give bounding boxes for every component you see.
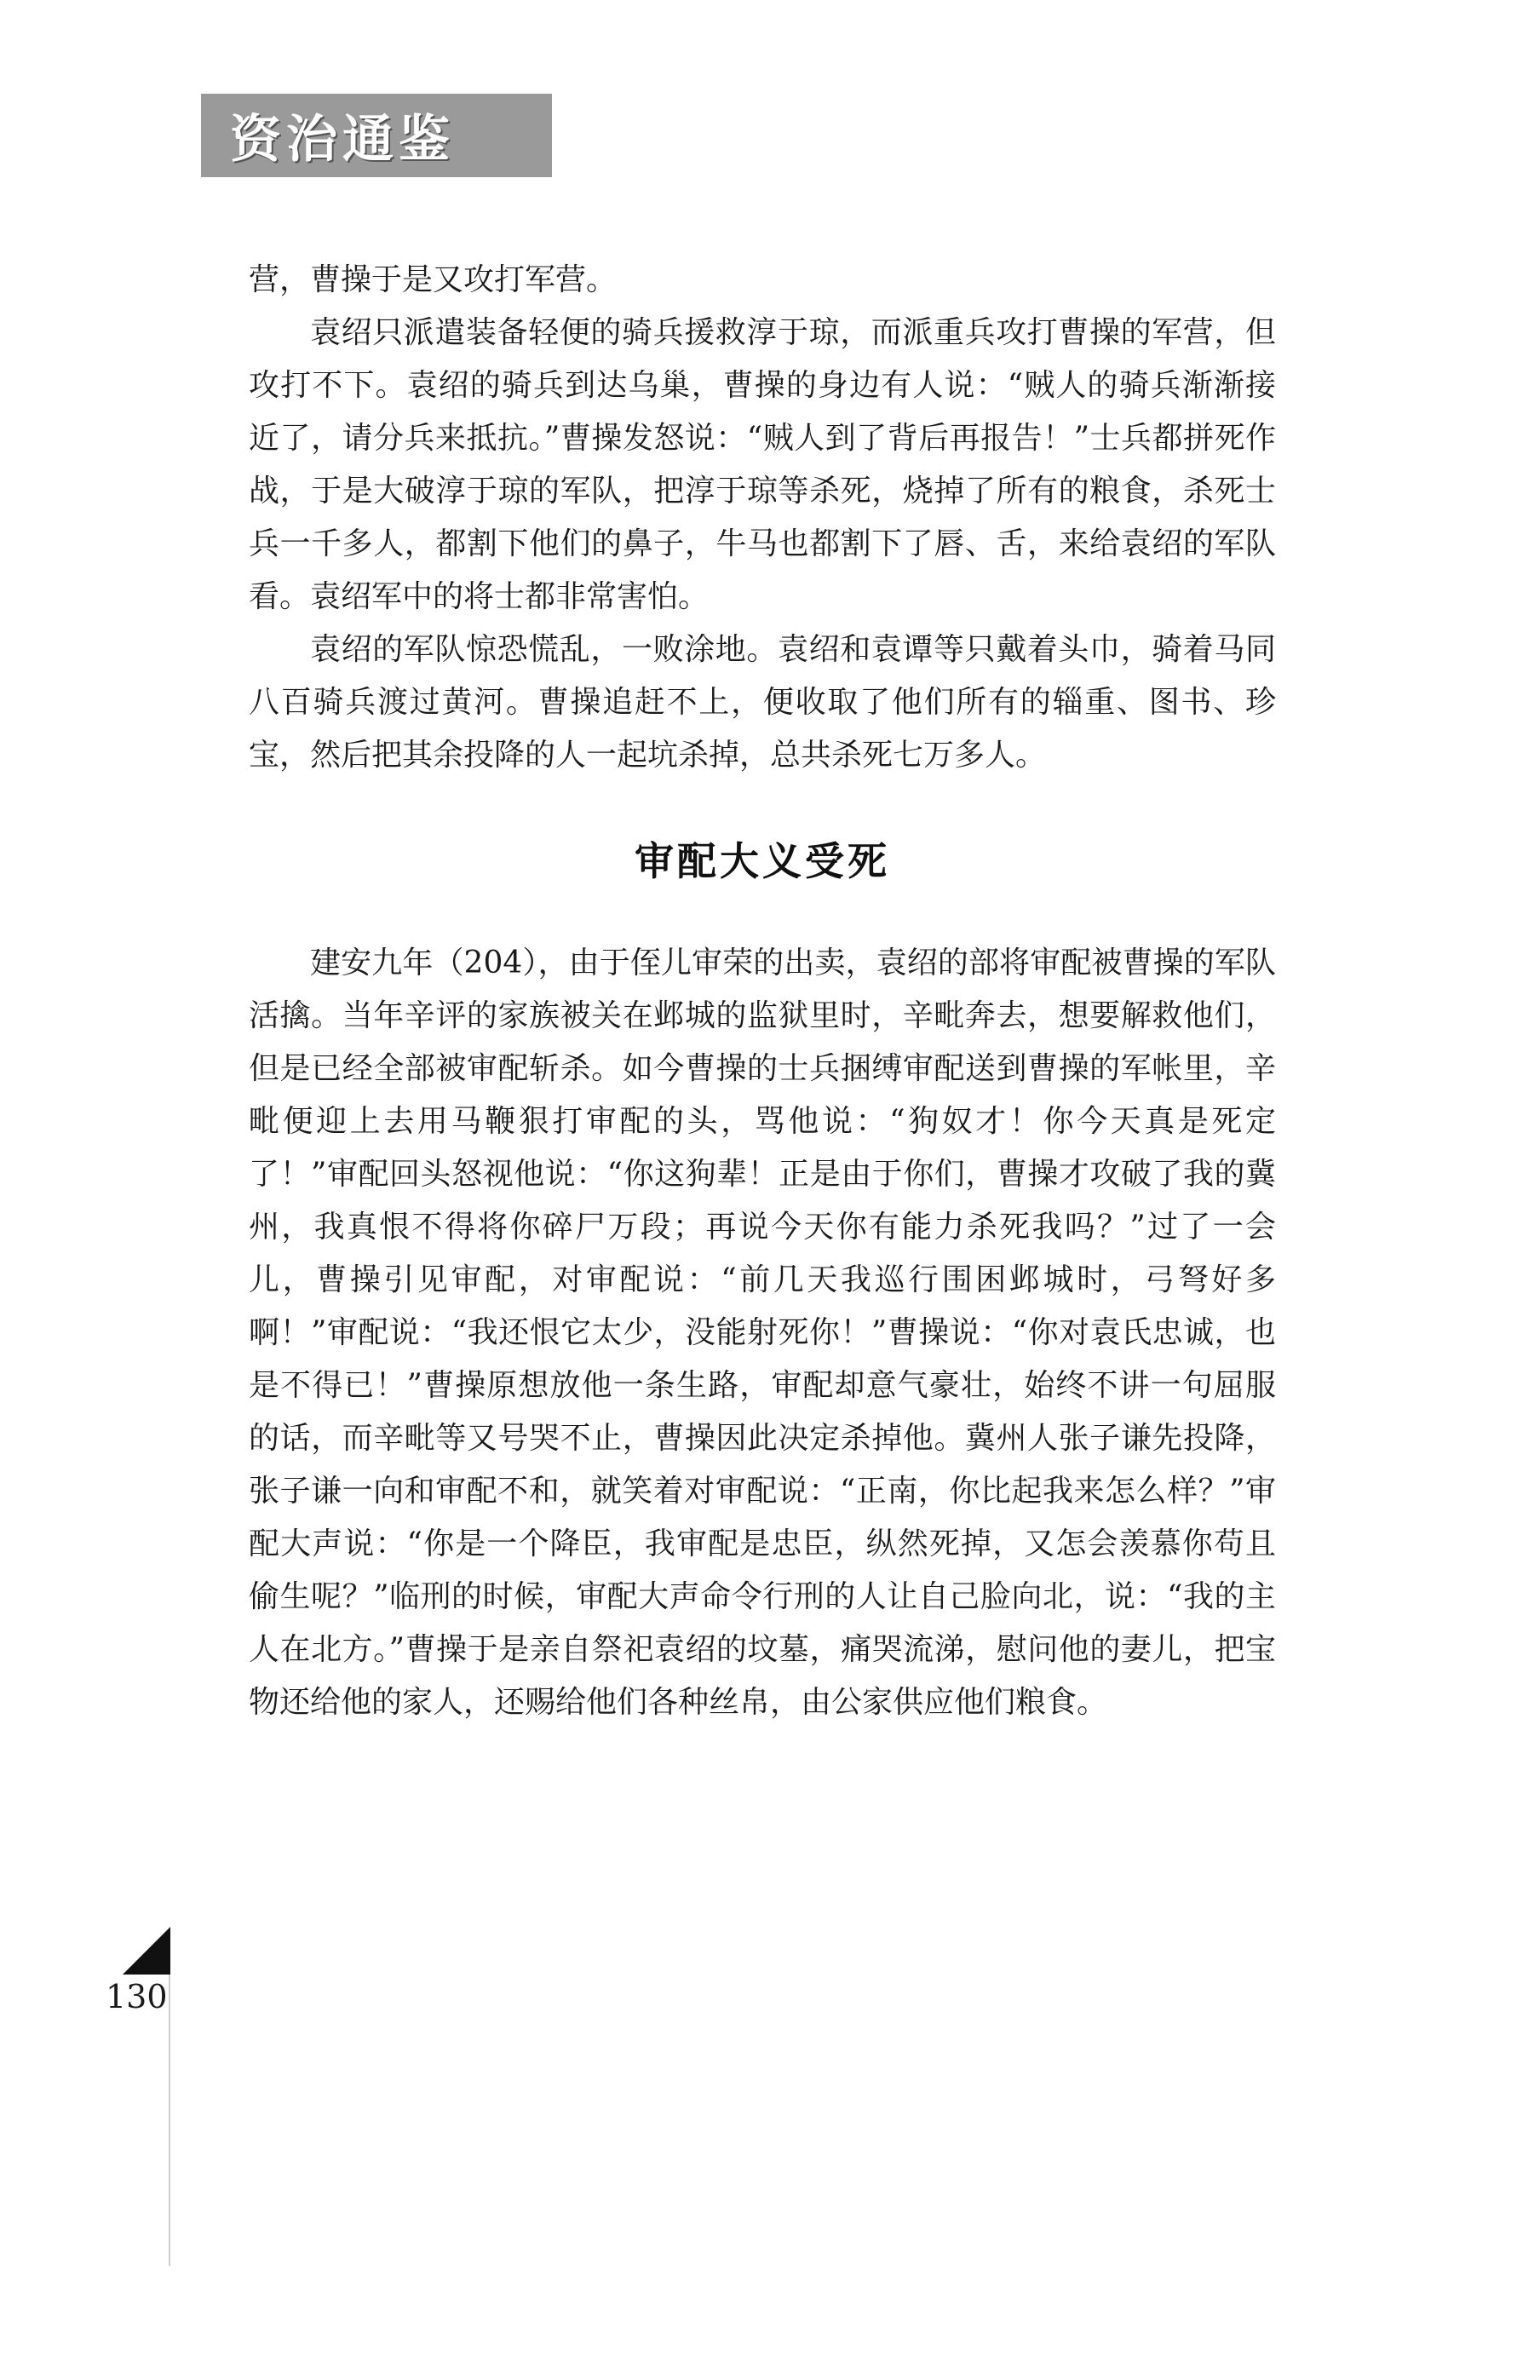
page-number: 130: [106, 1978, 168, 2015]
page-body: [249, 254, 1276, 1729]
paragraph-wuchao-battle: 袁绍只派遣装备轻便的骑兵援救淳于琼，而派重兵攻打曹操的军营，但攻打不下。袁绍的骑兵到达乌巢，曹操的身边有人说：“贼人的骑兵渐渐接近了，请分兵来抵抗。”曹操发怒说：“贼人到了背后再报告！”士兵都拼死作战，于是大破淳于琼的军队，把淳于琼等杀死，烧掉了所有的粮食，杀死士兵一千多人，都割下他们的鼻子，牛马也都割下了唇、舌，来给袁绍的军队看。袁绍军中的将士都非常害怕。: [249, 315, 1276, 614]
paragraph-continuation: 营，曹操于是又攻打军营。: [249, 262, 618, 297]
paragraph-yuan-shao-defeat: 袁绍的军队惊恐慌乱，一败涂地。袁绍和袁谭等只戴着头巾，骑着马同八百骑兵渡过黄河。曹操追赶不上，便收取了他们所有的辎重、图书、珍宝，然后把其余投降的人一起坑杀掉，总共杀死七万多人。: [249, 632, 1276, 773]
book-title-band: [201, 94, 552, 177]
page-corner-triangle: [123, 1927, 170, 1975]
margin-rule: [169, 1934, 170, 2266]
section-heading: 审配大义受死: [635, 838, 890, 884]
paragraph-shen-pei: 建安九年（204），由于侄儿审荣的出卖，袁绍的部将审配被曹操的军队活擒。当年辛评的家族被关在邺城的监狱里时，辛毗奔去，想要解救他们，但是已经全部被审配斩杀。如今曹操的士兵捆缚审配送到曹操的军帐里，辛毗便迎上去用马鞭狠打审配的头，骂他说：“狗奴才！你今天真是死定了！”审配回头怒视他说：“你这狗辈！正是由于你们，曹操才攻破了我的冀州，我真恨不得将你碎尸万段；再说今天你有能力杀死我吗？”过了一会儿，曹操引见审配，对审配说：“前几天我巡行围困邺城时，弓弩好多啊！”审配说：“我还恨它太少，没能射死你！”曹操说：“你对袁氏忠诚，也是不得已！”曹操原想放他一条生路，审配却意气豪壮，始终不讲一句屈服的话，而辛毗等又号哭不止，曹操因此决定杀掉他。冀州人张子谦先投降，张子谦一向和审配不和，就笑着对审配说：“正南，你比起我来怎么样？”审配大声说：“你是一个降臣，我审配是忠臣，纵然死掉，又怎会羡慕你苟且偷生呢？”临刑的时候，审配大声命令行刑的人让自己脸向北，说：“我的主人在北方。”曹操于是亲自祭祀袁绍的坟墓，痛哭流涕，慰问他的妻儿，把宝物还给他的家人，还赐给他们各种丝帛，由公家供应他们粮食。: [249, 946, 1276, 1720]
book-title: 资治通鉴: [230, 110, 455, 170]
